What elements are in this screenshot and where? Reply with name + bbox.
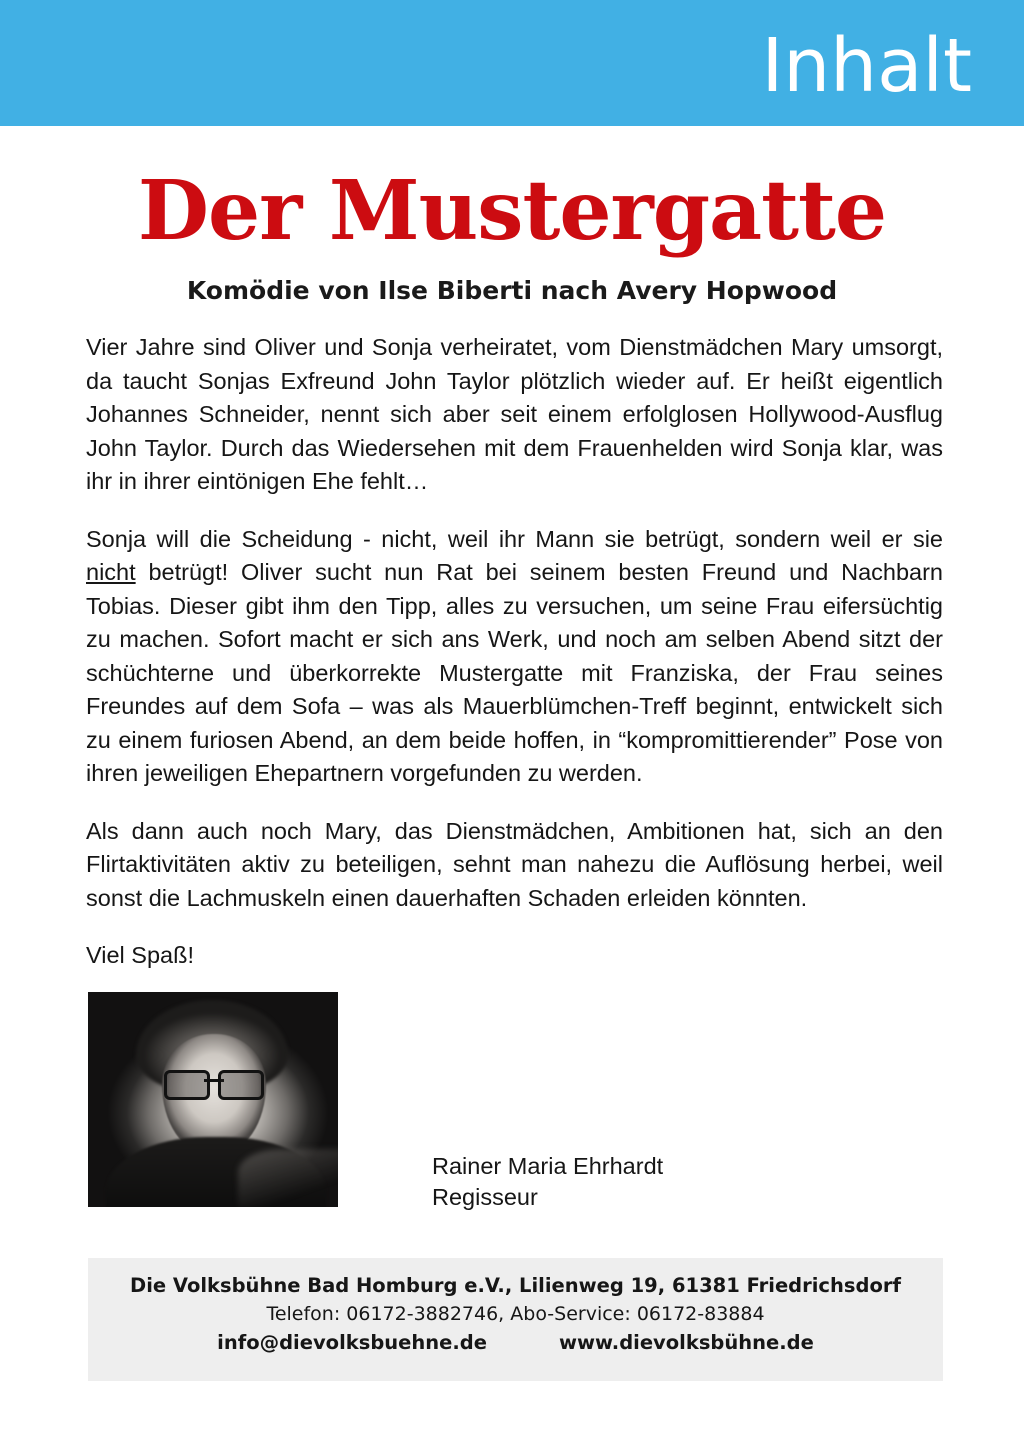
footer-address: Die Volksbühne Bad Homburg e.V., Lilienweg 19, 61381 Friedrichsdorf: [130, 1274, 901, 1297]
glasses-right-lens: [218, 1070, 264, 1100]
synopsis-paragraph-2-part2: betrügt! Oliver sucht nun Rat bei seinem besten Freund und Nachbarn Tobias. Dieser gibt ihm den Tipp, alles zu versuchen, um seine Frau eifersüchtig zu machen. Sofort macht er sich ans Werk, und noch am selben Abend sitzt der schüchterne und überkorrekte Mustergatte mit Franziska, der Frau seines Freundes auf dem Sofa – was als Mauerblümchen-Treff beginnt, entwickelt sich zu einem furiosen Abend, an dem beide hoffen, in “kompromittierender” Pose von ihren jeweiligen Ehepartnern vorgefunden zu werden.: [86, 559, 943, 786]
synopsis-paragraph-2: [86, 523, 943, 791]
footer-phone: Telefon: 06172-3882746, Abo-Service: 06172-83884: [266, 1303, 765, 1325]
director-portrait-photo: [88, 992, 338, 1207]
portrait-highlight: [238, 1149, 338, 1207]
glasses-icon: [164, 1070, 264, 1094]
synopsis-paragraph-3: Als dann auch noch Mary, das Dienstmädchen, Ambitionen hat, sich an den Flirtaktivitäten aktiv zu beteiligen, sehnt man nahezu die Auflösung herbei, weil sonst die Lachmuskeln einen dauerhaften Schaden erleiden könnten.: [86, 817, 943, 911]
play-title: Der Mustergatte: [137, 163, 887, 259]
synopsis-paragraph-1: Vier Jahre sind Oliver und Sonja verheiratet, vom Dienstmädchen Mary umsorgt, da taucht Sonjas Exfreund John Taylor plötzlich wieder auf. Er heißt eigentlich Johannes Schneider, nennt sich aber seit einem erfolglosen Hollywood-Ausflug John Taylor. Durch das Wiedersehen mit dem Frauenhelden wird Sonja klar, was ihr in ihrer eintönigen Ehe fehlt…: [86, 334, 943, 494]
header-band: [0, 0, 1024, 126]
footer-email-link[interactable]: info@dievolksbuehne.de: [217, 1331, 487, 1354]
director-name: Rainer Maria Ehrhardt: [432, 1153, 664, 1179]
footer-website-link[interactable]: www.dievolksbühne.de: [558, 1331, 814, 1354]
synopsis-paragraph-4: Viel Spaß!: [86, 942, 194, 968]
glasses-left-lens: [164, 1070, 210, 1100]
director-credit: [432, 1151, 663, 1213]
synopsis-paragraph-2-emphasis: nicht: [86, 559, 136, 585]
synopsis-text: [86, 331, 943, 973]
footer-contact-box: [88, 1258, 943, 1381]
page-header-title: Inhalt: [761, 23, 972, 109]
play-subtitle: Komödie von Ilse Biberti nach Avery Hopwood: [186, 276, 838, 305]
synopsis-paragraph-2-part1: Sonja will die Scheidung - nicht, weil ihr Mann sie betrügt, sondern weil er sie: [86, 525, 943, 552]
footer-links: [88, 1328, 943, 1358]
director-role: Regisseur: [432, 1184, 538, 1210]
page-content: [0, 126, 1024, 1437]
